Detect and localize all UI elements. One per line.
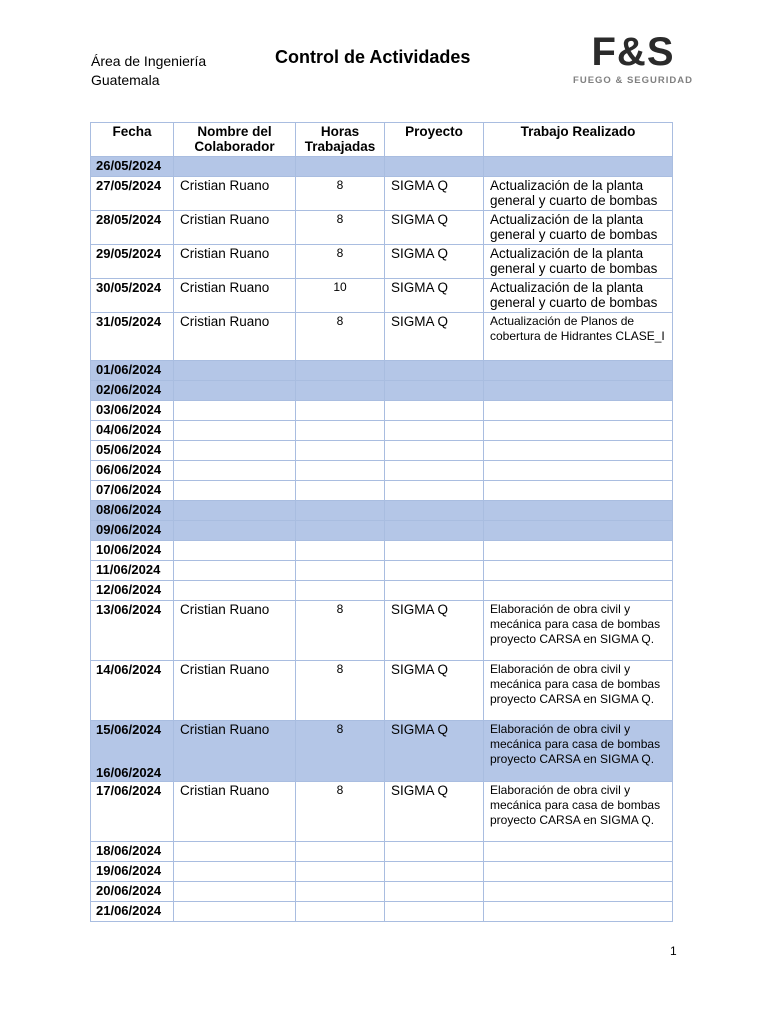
table-row <box>91 862 673 882</box>
cell-empty <box>385 361 484 381</box>
cell-empty <box>296 441 385 461</box>
cell-empty <box>296 481 385 501</box>
cell-colaborador: Cristian Ruano <box>174 245 296 279</box>
table-row <box>91 661 673 721</box>
cell-empty <box>296 461 385 481</box>
cell-horas: 8 <box>296 177 385 211</box>
cell-empty <box>296 541 385 561</box>
table-row <box>91 561 673 581</box>
cell-empty <box>296 561 385 581</box>
cell-empty <box>385 157 484 177</box>
cell-fecha: 21/06/2024 <box>91 902 174 922</box>
cell-empty <box>296 401 385 421</box>
cell-empty <box>484 461 673 481</box>
cell-horas: 8 <box>296 245 385 279</box>
area-location: Guatemala <box>91 72 160 88</box>
cell-fecha: 31/05/2024 <box>91 313 174 361</box>
cell-fecha: 09/06/2024 <box>91 521 174 541</box>
cell-colaborador: Cristian Ruano <box>174 279 296 313</box>
cell-empty <box>296 421 385 441</box>
activity-table <box>90 122 673 922</box>
cell-empty <box>174 501 296 521</box>
table-row <box>91 501 673 521</box>
cell-empty <box>385 501 484 521</box>
col-fecha: Fecha <box>91 123 174 157</box>
cell-trabajo: Elaboración de obra civil y mecánica para casa de bombas proyecto CARSA en SIGMA Q. <box>484 661 673 721</box>
cell-empty <box>174 441 296 461</box>
cell-trabajo: Actualización de la planta general y cuarto de bombas <box>484 245 673 279</box>
col-colaborador-l2: Colaborador <box>194 139 275 154</box>
cell-fecha: 27/05/2024 <box>91 177 174 211</box>
cell-empty <box>385 902 484 922</box>
cell-fecha: 29/05/2024 <box>91 245 174 279</box>
cell-proyecto: SIGMA Q <box>385 601 484 661</box>
col-colaborador <box>174 123 296 157</box>
cell-proyecto: SIGMA Q <box>385 279 484 313</box>
cell-horas: 8 <box>296 661 385 721</box>
cell-empty <box>484 882 673 902</box>
cell-horas: 8 <box>296 211 385 245</box>
cell-empty <box>484 441 673 461</box>
cell-empty <box>296 381 385 401</box>
col-horas <box>296 123 385 157</box>
cell-empty <box>174 581 296 601</box>
cell-fecha: 11/06/2024 <box>91 561 174 581</box>
cell-trabajo: Elaboración de obra civil y mecánica para casa de bombas proyecto CARSA en SIGMA Q. <box>484 721 673 782</box>
cell-empty <box>385 842 484 862</box>
table-header-row <box>91 123 673 157</box>
col-colaborador-l1: Nombre del <box>197 124 272 139</box>
table-row <box>91 361 673 381</box>
cell-fecha: 02/06/2024 <box>91 381 174 401</box>
cell-empty <box>174 902 296 922</box>
table-row <box>91 782 673 842</box>
logo-tagline: FUEGO & SEGURIDAD <box>573 75 693 86</box>
table-row <box>91 441 673 461</box>
table-row <box>91 842 673 862</box>
cell-empty <box>296 361 385 381</box>
cell-empty <box>174 421 296 441</box>
cell-colaborador: Cristian Ruano <box>174 313 296 361</box>
cell-colaborador: Cristian Ruano <box>174 601 296 661</box>
table-row <box>91 461 673 481</box>
table-row <box>91 521 673 541</box>
table-row <box>91 177 673 211</box>
cell-fecha: 01/06/2024 <box>91 361 174 381</box>
cell-fecha: 30/05/2024 <box>91 279 174 313</box>
area-header <box>91 52 206 90</box>
cell-empty <box>484 401 673 421</box>
cell-empty <box>174 401 296 421</box>
cell-empty <box>385 421 484 441</box>
cell-fecha: 18/06/2024 <box>91 842 174 862</box>
cell-empty <box>484 581 673 601</box>
cell-empty <box>484 561 673 581</box>
page-title: Control de Actividades <box>275 47 471 67</box>
cell-fecha: 07/06/2024 <box>91 481 174 501</box>
cell-trabajo: Actualización de la planta general y cuarto de bombas <box>484 279 673 313</box>
cell-fecha: 19/06/2024 <box>91 862 174 882</box>
area-name: Área de Ingeniería <box>91 53 207 69</box>
cell-fecha: 10/06/2024 <box>91 541 174 561</box>
cell-empty <box>385 441 484 461</box>
cell-empty <box>174 461 296 481</box>
cell-horas: 8 <box>296 721 385 782</box>
cell-empty <box>174 862 296 882</box>
cell-empty <box>385 401 484 421</box>
cell-fecha-second: 16/06/2024 <box>96 765 162 780</box>
cell-fecha: 03/06/2024 <box>91 401 174 421</box>
company-logo <box>568 32 698 90</box>
cell-empty <box>174 481 296 501</box>
cell-empty <box>484 541 673 561</box>
cell-empty <box>484 481 673 501</box>
table-row <box>91 245 673 279</box>
page-number: 1 <box>670 944 677 958</box>
table-row <box>91 541 673 561</box>
cell-empty <box>385 541 484 561</box>
cell-trabajo: Elaboración de obra civil y mecánica para casa de bombas proyecto CARSA en SIGMA Q. <box>484 601 673 661</box>
cell-empty <box>385 561 484 581</box>
col-proyecto: Proyecto <box>385 123 484 157</box>
cell-fecha: 08/06/2024 <box>91 501 174 521</box>
col-trabajo: Trabajo Realizado <box>484 123 673 157</box>
cell-fecha: 20/06/2024 <box>91 882 174 902</box>
cell-empty <box>484 902 673 922</box>
table-row <box>91 481 673 501</box>
cell-fecha: 14/06/2024 <box>91 661 174 721</box>
table-row <box>91 401 673 421</box>
cell-empty <box>296 581 385 601</box>
cell-horas: 8 <box>296 313 385 361</box>
table-row <box>91 601 673 661</box>
table-row <box>91 279 673 313</box>
cell-fecha-first: 15/06/2024 <box>96 722 162 737</box>
cell-empty <box>296 882 385 902</box>
cell-fecha: 05/06/2024 <box>91 441 174 461</box>
cell-fecha: 28/05/2024 <box>91 211 174 245</box>
cell-empty <box>174 361 296 381</box>
cell-trabajo: Elaboración de obra civil y mecánica para casa de bombas proyecto CARSA en SIGMA Q. <box>484 782 673 842</box>
cell-horas: 10 <box>296 279 385 313</box>
cell-empty <box>174 561 296 581</box>
cell-empty <box>484 842 673 862</box>
cell-empty <box>484 421 673 441</box>
cell-colaborador: Cristian Ruano <box>174 782 296 842</box>
cell-empty <box>174 842 296 862</box>
cell-empty <box>385 862 484 882</box>
cell-fecha: 26/05/2024 <box>91 157 174 177</box>
cell-fecha: 17/06/2024 <box>91 782 174 842</box>
cell-colaborador: Cristian Ruano <box>174 177 296 211</box>
cell-empty <box>296 521 385 541</box>
logo-wordmark: F&S <box>591 30 675 74</box>
cell-empty <box>385 521 484 541</box>
cell-empty <box>174 157 296 177</box>
cell-fecha: 13/06/2024 <box>91 601 174 661</box>
cell-proyecto: SIGMA Q <box>385 721 484 782</box>
table-row <box>91 581 673 601</box>
cell-empty <box>385 381 484 401</box>
cell-proyecto: SIGMA Q <box>385 177 484 211</box>
col-horas-l1: Horas <box>320 124 360 139</box>
cell-colaborador: Cristian Ruano <box>174 721 296 782</box>
cell-proyecto: SIGMA Q <box>385 782 484 842</box>
cell-empty <box>484 521 673 541</box>
cell-empty <box>385 461 484 481</box>
cell-empty <box>174 541 296 561</box>
table-row <box>91 421 673 441</box>
cell-empty <box>385 481 484 501</box>
table-row <box>91 157 673 177</box>
cell-empty <box>174 882 296 902</box>
cell-horas: 8 <box>296 601 385 661</box>
cell-fecha: 04/06/2024 <box>91 421 174 441</box>
cell-trabajo: Actualización de Planos de cobertura de Hidrantes CLASE_I <box>484 313 673 361</box>
cell-fecha <box>91 721 174 782</box>
cell-fecha: 12/06/2024 <box>91 581 174 601</box>
cell-empty <box>484 381 673 401</box>
cell-empty <box>385 581 484 601</box>
cell-empty <box>174 521 296 541</box>
cell-trabajo: Actualización de la planta general y cuarto de bombas <box>484 211 673 245</box>
cell-proyecto: SIGMA Q <box>385 313 484 361</box>
table-row <box>91 313 673 361</box>
cell-fecha: 06/06/2024 <box>91 461 174 481</box>
cell-empty <box>484 361 673 381</box>
cell-empty <box>484 157 673 177</box>
cell-empty <box>174 381 296 401</box>
cell-empty <box>296 902 385 922</box>
cell-empty <box>385 882 484 902</box>
cell-proyecto: SIGMA Q <box>385 661 484 721</box>
cell-empty <box>296 157 385 177</box>
cell-colaborador: Cristian Ruano <box>174 661 296 721</box>
table-row <box>91 381 673 401</box>
cell-empty <box>296 862 385 882</box>
cell-empty <box>484 501 673 521</box>
cell-horas: 8 <box>296 782 385 842</box>
cell-proyecto: SIGMA Q <box>385 211 484 245</box>
cell-empty <box>296 501 385 521</box>
col-horas-l2: Trabajadas <box>304 139 376 154</box>
cell-proyecto: SIGMA Q <box>385 245 484 279</box>
table-row <box>91 211 673 245</box>
cell-trabajo: Actualización de la planta general y cuarto de bombas <box>484 177 673 211</box>
cell-empty <box>296 842 385 862</box>
table-row <box>91 882 673 902</box>
cell-colaborador: Cristian Ruano <box>174 211 296 245</box>
cell-empty <box>484 862 673 882</box>
table-row <box>91 902 673 922</box>
table-row <box>91 721 673 782</box>
